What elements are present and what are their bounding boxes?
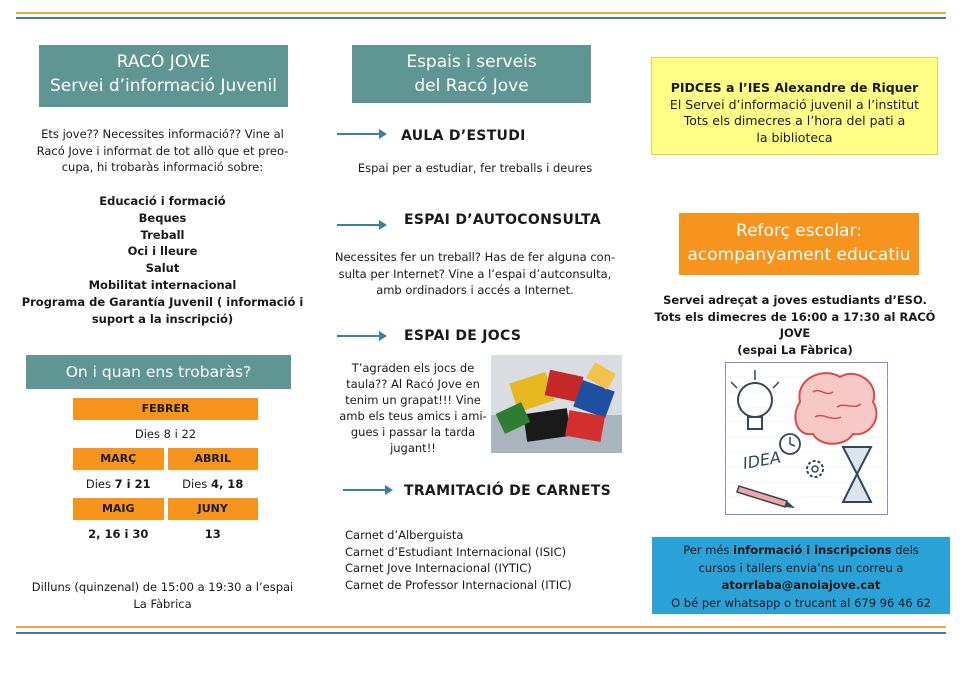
carnets-list	[345, 527, 625, 593]
intro-line: Racó Jove i informat de tot allò que et preo-	[36, 143, 289, 158]
intro-text	[20, 126, 305, 176]
aula-text: Espai per a estudiar, fer treballs i deures	[357, 161, 593, 175]
topics-list	[20, 193, 305, 327]
reforc-line: Servei adreçat a joves estudiants d’ESO.	[663, 293, 927, 307]
autoconsulta-text	[330, 249, 620, 299]
topic-item: Mobilitat internacional	[88, 277, 237, 292]
jocs-line: gues i passar la tarda	[350, 425, 476, 439]
autoconsulta-line: Necessites fer un treball? Has de fer alguna con-	[334, 250, 616, 264]
arrow-right-icon	[337, 129, 387, 139]
info-prefix: Per més	[683, 543, 734, 557]
topic-item: Programa de Garantía Juvenil ( informació i	[21, 294, 304, 309]
aula-title: AULA D’ESTUDI	[401, 128, 526, 144]
bottom-divider-orange	[16, 626, 946, 628]
where-when-header: On i quan ens trobaràs?	[26, 355, 291, 389]
pidces-line: la biblioteca	[756, 129, 833, 145]
bottom-divider-blue	[16, 632, 946, 634]
pidces-box	[651, 57, 938, 155]
jocs-title: ESPAI DE JOCS	[404, 328, 522, 344]
abril-days-values: 4, 18	[210, 477, 244, 491]
autoconsulta-title: ESPAI D’AUTOCONSULTA	[404, 212, 601, 228]
month-juny: JUNY	[168, 498, 259, 520]
top-divider-orange	[16, 12, 946, 14]
arrow-right-icon	[337, 220, 387, 230]
reforc-header	[679, 213, 919, 275]
carnet-item: Carnet de Professor Internacional (ITIC)	[345, 577, 572, 592]
reforc-description	[640, 292, 950, 358]
info-bold: informació i inscripcions	[733, 543, 892, 557]
info-line: O bé per whatsapp o trucant al 679 96 46 62	[671, 595, 931, 610]
month-maig: MAIG	[73, 498, 164, 520]
autoconsulta-line: sulta per Internet? Vine a l’espai d’autconsulta,	[338, 266, 612, 281]
brain-idea-illustration	[725, 362, 888, 515]
arrow-right-icon	[343, 485, 393, 495]
espais-title: Espais i serveis	[406, 52, 537, 72]
abril-days-prefix: Dies	[182, 477, 211, 491]
marc-days	[73, 470, 164, 498]
autoconsulta-line: amb ordinadors i accés a Internet.	[376, 283, 574, 297]
arrow-right-icon	[337, 331, 387, 341]
espais-subtitle: del Racó Jove	[414, 76, 529, 96]
reforc-line: (espai La Fàbrica)	[737, 342, 853, 357]
carnet-item: Carnet d’Alberguista	[345, 528, 464, 542]
reforc-subtitle: acompanyament educatiu	[687, 245, 911, 265]
pidces-line: El Servei d’informació juvenil a l’institut	[669, 96, 920, 112]
topic-item: Beques	[138, 210, 187, 225]
idea-text: IDEA	[741, 447, 783, 473]
carnet-item: Carnet Jove Internacional (IYTIC)	[345, 561, 532, 575]
raco-jove-header	[39, 45, 288, 107]
carnet-item: Carnet d’Estudiant Internacional (ISIC)	[345, 544, 567, 559]
footer-line: La Fàbrica	[133, 596, 192, 611]
jocs-text	[338, 360, 488, 456]
footer-line: Dilluns (quinzenal) de 15:00 a 19:30 a l’espai	[31, 580, 294, 594]
jocs-line: taula?? Al Racó Jove en	[346, 377, 480, 391]
marc-days-prefix: Dies	[85, 477, 115, 491]
jocs-line: tenim un grapat!!! Vine	[345, 393, 481, 407]
raco-jove-subtitle: Servei d’informació Juvenil	[49, 76, 278, 96]
febrer-days: Dies 8 i 22	[134, 427, 197, 441]
topic-item: Educació i formació	[99, 194, 226, 208]
schedule-table	[73, 398, 258, 548]
schedule-footer	[20, 579, 305, 612]
intro-line: cupa, hi trobaràs informació sobre:	[61, 160, 264, 174]
marc-days-values: 7 i 21	[114, 477, 151, 491]
jocs-line: jugant!!	[390, 441, 436, 455]
topic-item: suport a la inscripció)	[91, 311, 234, 326]
carnets-title: TRAMITACIÓ DE CARNETS	[404, 483, 612, 499]
month-febrer: FEBRER	[73, 398, 258, 420]
maig-days: 2, 16 i 30	[88, 527, 149, 541]
intro-line: Ets jove?? Necessites informació?? Vine al	[41, 127, 284, 141]
topic-item: Treball	[140, 227, 185, 242]
month-marc: MARÇ	[73, 448, 164, 470]
topic-item: Oci i lleure	[127, 244, 198, 259]
jocs-line: amb els teus amics i ami-	[339, 409, 487, 423]
info-line: cursos i tallers envia’ns un correu a	[698, 560, 904, 575]
reforc-line: Tots els dimecres de 16:00 a 17:30 al RACÓ JOVE	[654, 309, 936, 340]
info-email-link[interactable]: atorrlaba@anoiajove.cat	[721, 578, 881, 592]
pidces-title: PIDCES a l’IES Alexandre de Riquer	[670, 80, 919, 95]
topic-item: Salut	[145, 261, 180, 276]
jocs-line: T’agraden els jocs de	[351, 361, 475, 375]
month-abril: ABRIL	[168, 448, 259, 470]
brain-icon	[795, 373, 876, 444]
board-games-photo	[491, 355, 622, 453]
top-divider-blue	[16, 17, 946, 19]
juny-days: 13	[204, 527, 221, 541]
info-suffix: dels	[891, 543, 919, 557]
reforc-title: Reforç escolar:	[736, 221, 862, 241]
info-line	[652, 542, 950, 560]
abril-days	[168, 470, 259, 498]
raco-jove-title: RACÓ JOVE	[116, 52, 211, 72]
espais-header	[352, 45, 591, 103]
pidces-line: Tots els dimecres a l’hora del pati a	[683, 113, 906, 128]
info-box	[652, 537, 950, 614]
